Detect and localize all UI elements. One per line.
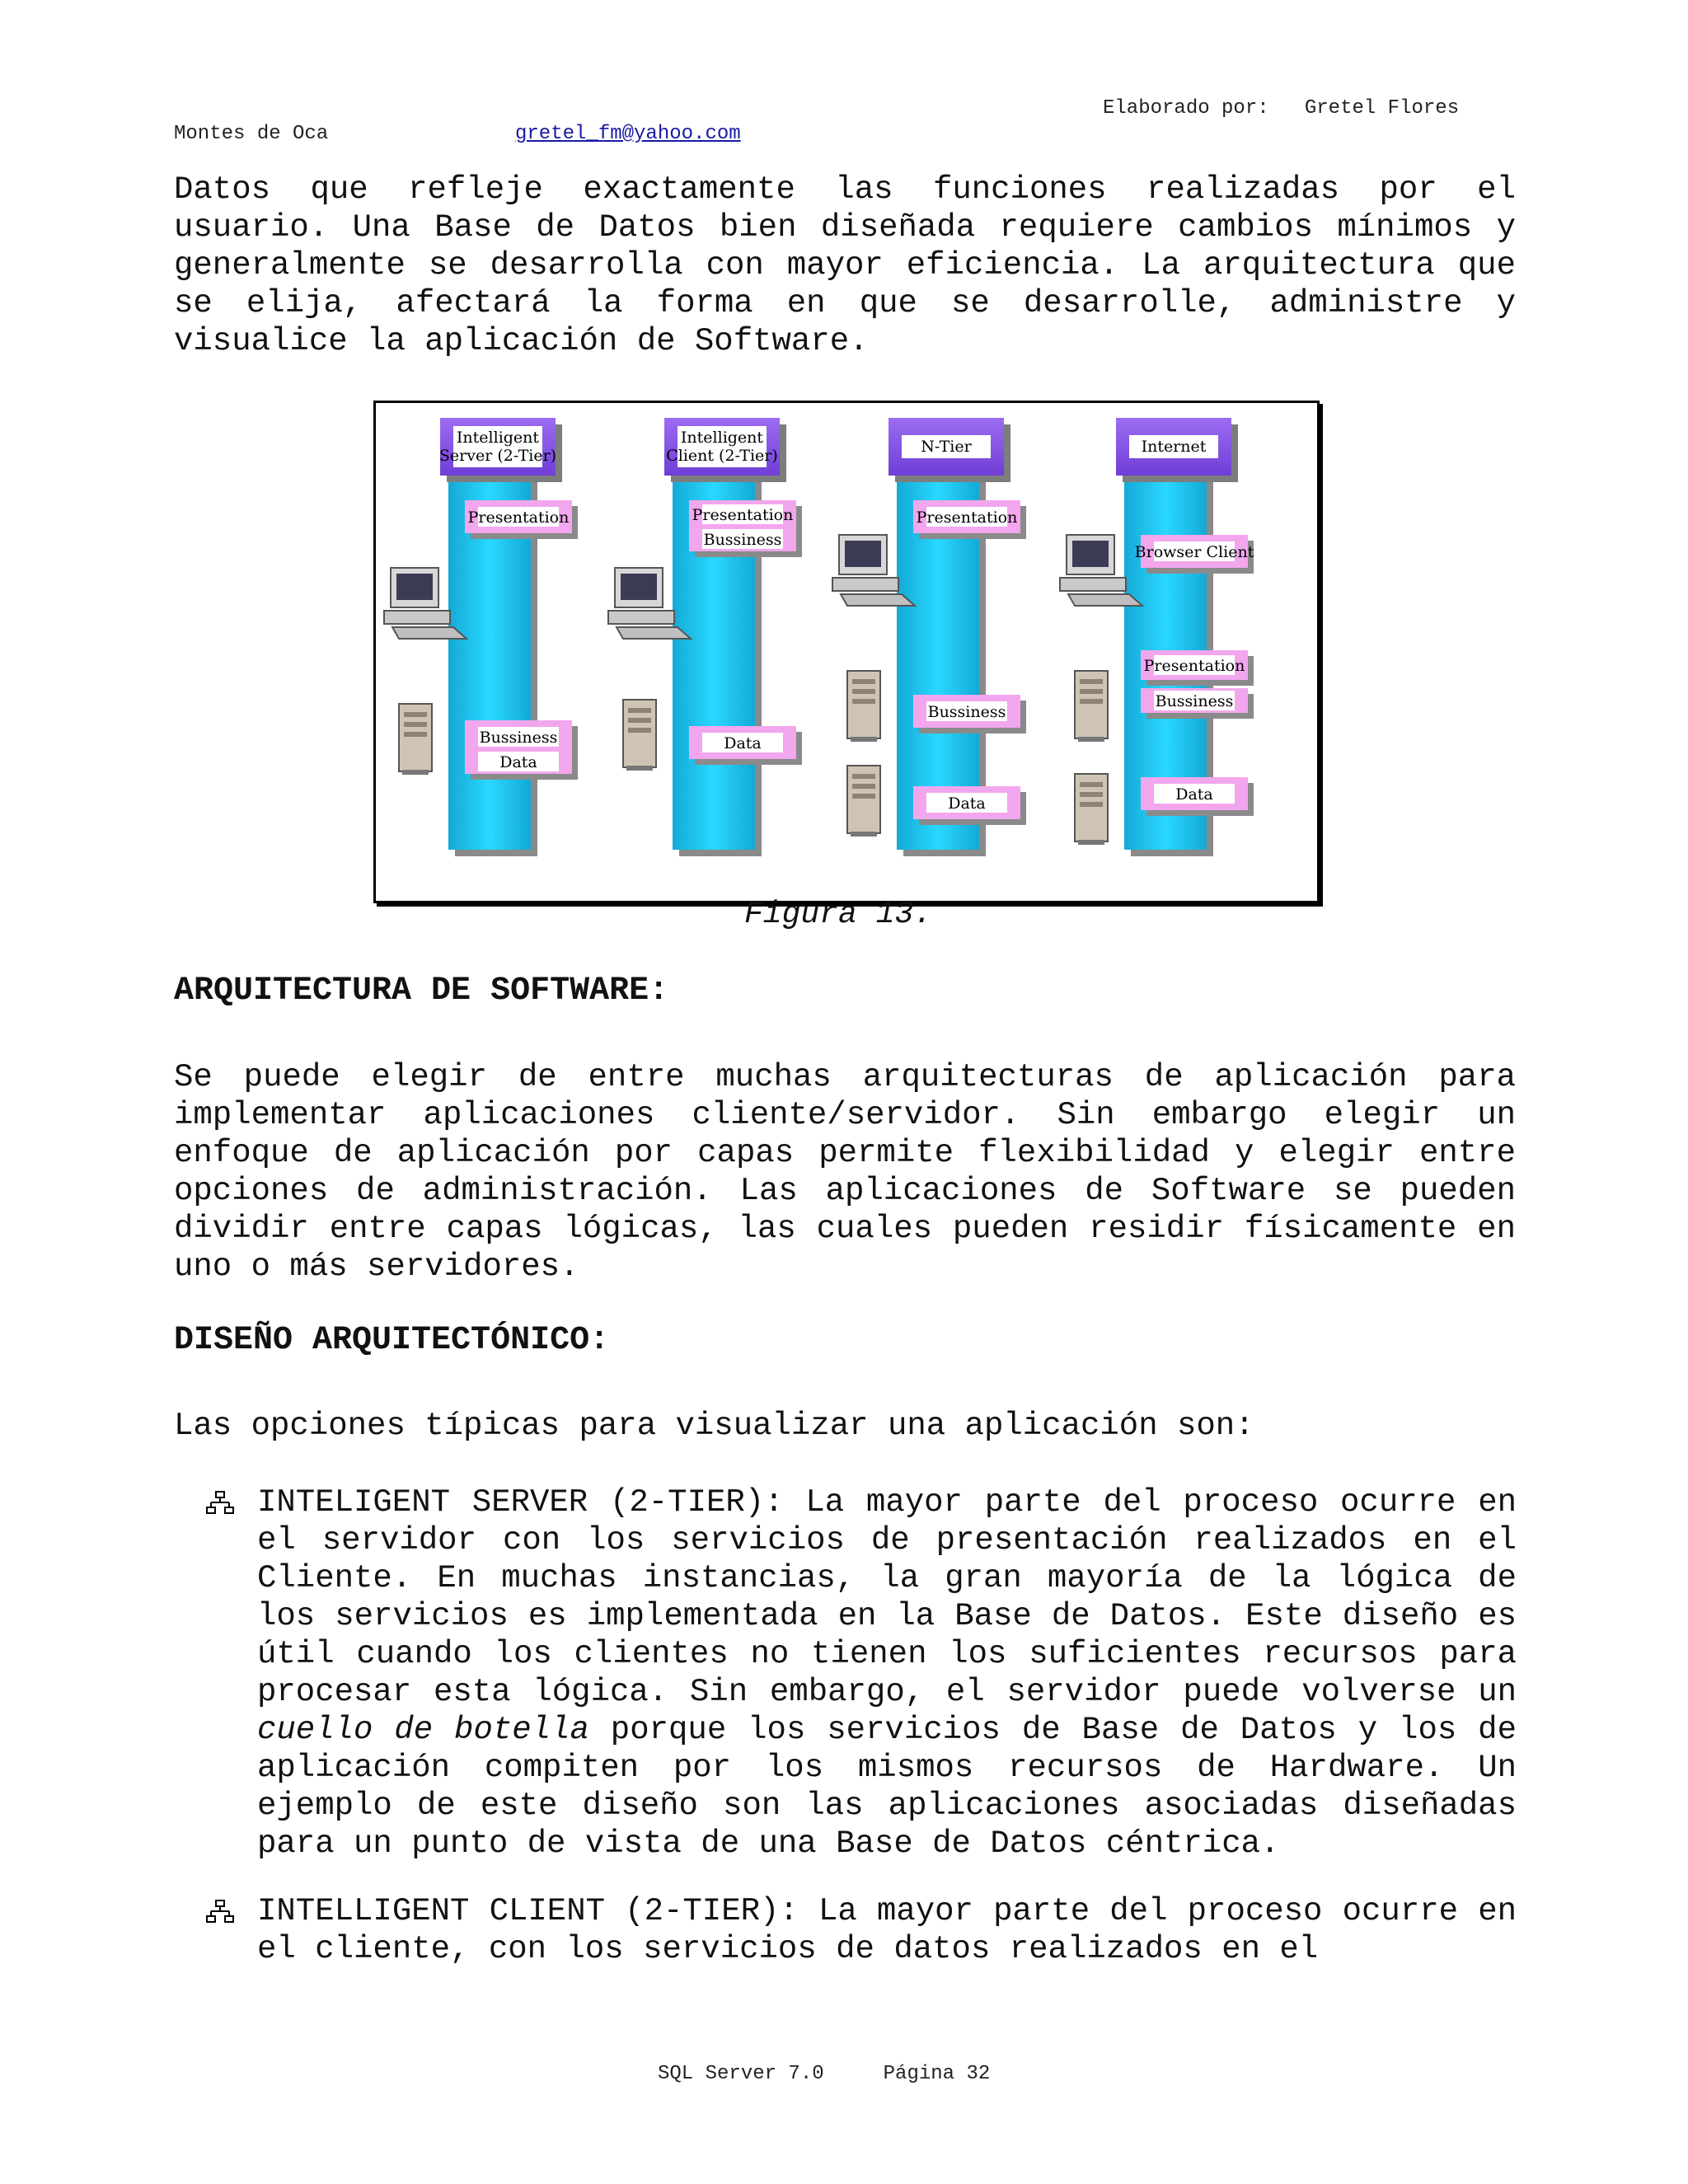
layer-label: Data bbox=[724, 734, 762, 752]
column-title-text: Internet bbox=[1141, 438, 1207, 456]
server-tower-icon bbox=[623, 700, 656, 771]
header-elaborado bbox=[1103, 97, 1459, 120]
section-heading-diseno: DISEÑO ARQUITECTÓNICO: bbox=[174, 1322, 610, 1359]
section-heading-arquitectura: ARQUITECTURA DE SOFTWARE: bbox=[174, 972, 669, 1010]
bullet1-text-b: porque los servicios de Base de Datos y los de aplicación compiten por los mismos recursos de Hardware. Un ejemplo de este diseño son las aplicaciones asociadas diseñadas para un punto de vista de una Base de Datos céntrica. bbox=[257, 1712, 1517, 1862]
layer-label: Bussiness bbox=[927, 703, 1006, 721]
footer-page: Página 32 bbox=[883, 2063, 991, 2085]
author-surname: Montes de Oca bbox=[174, 123, 329, 145]
architecture-figure bbox=[373, 401, 1320, 903]
section2-intro: Las opciones típicas para visualizar una aplicación son: bbox=[174, 1408, 1254, 1444]
layer-label: Data bbox=[1175, 785, 1213, 804]
column-title-text: Intelligent bbox=[680, 429, 764, 447]
server-tower-icon bbox=[847, 766, 880, 837]
server-tower-icon bbox=[1075, 774, 1108, 845]
bullet1-italic: cuello de botella bbox=[257, 1712, 589, 1748]
layer-label: Bussiness bbox=[1155, 692, 1234, 710]
bullet2-text: INTELLIGENT CLIENT (2-TIER): La mayor parte del proceso ocurre en el cliente, con los servicios de datos realizados en el bbox=[257, 1893, 1517, 1967]
layer-label: Presentation bbox=[692, 506, 794, 524]
author-name: Gretel Flores bbox=[1304, 97, 1460, 120]
figure-caption: Figura 13. bbox=[744, 897, 933, 932]
layer-label: Presentation bbox=[916, 509, 1018, 527]
layer-label: Data bbox=[948, 794, 986, 813]
architecture-diagram bbox=[376, 403, 1317, 901]
column-title-text: Server (2-Tier) bbox=[438, 447, 557, 465]
elaborado-label: Elaborado por: bbox=[1103, 97, 1269, 120]
layer-label: Presentation bbox=[467, 509, 570, 527]
header-email[interactable] bbox=[515, 123, 741, 145]
layer-label: Data bbox=[499, 753, 537, 771]
column-title-text: Intelligent bbox=[456, 429, 540, 447]
column-title-text: Client (2-Tier) bbox=[666, 447, 778, 465]
bullet1-text bbox=[257, 1483, 1517, 1863]
server-tower-icon bbox=[1075, 671, 1108, 742]
layer-label: Presentation bbox=[1143, 657, 1245, 675]
bullet1-text-a: INTELIGENT SERVER (2-TIER): La mayor parte del proceso ocurre en el servidor con los servicios de presentación realizados en el Cliente. En muchas instancias, la gran mayoría de la lógica de los servicios es implementada en la Base de Datos. Este diseño es útil cuando los clientes no tienen los suficientes recursos para procesar esta lógica. Sin embargo, el servidor puede volverse un bbox=[257, 1484, 1517, 1710]
column-title-text: N-Tier bbox=[921, 438, 972, 456]
network-bullet-icon bbox=[206, 1490, 234, 1518]
email-link[interactable]: gretel_fm@yahoo.com bbox=[515, 123, 741, 145]
network-bullet-icon bbox=[206, 1899, 234, 1927]
page-footer bbox=[658, 2063, 990, 2085]
header-author-line bbox=[174, 123, 328, 145]
section1-paragraph: Se puede elegir de entre muchas arquitecturas de aplicación para implementar aplicaciones cliente/servidor. Sin embargo elegir un enfoque de aplicación por capas permite flexibilidad y elegir entre opciones de administración. Las aplicaciones de Software se pueden dividir entre capas lógicas, las cuales pueden residir físicamente en uno o más servidores. bbox=[174, 1059, 1516, 1285]
layer-label: Bussiness bbox=[703, 531, 782, 549]
footer-product: SQL Server 7.0 bbox=[658, 2063, 824, 2085]
layer-label: Browser Client bbox=[1134, 543, 1254, 561]
intro-paragraph: Datos que refleje exactamente las funciones realizadas por el usuario. Una Base de Datos bien diseñada requiere cambios mínimos y generalmente se desarrolla con mayor eficiencia. La arquitectura que se elija, afectará la forma en que se desarrolle, administre y visualice la aplicación de Software. bbox=[174, 171, 1516, 359]
server-tower-icon bbox=[847, 671, 880, 742]
layer-label: Bussiness bbox=[479, 729, 558, 747]
server-tower-icon bbox=[399, 704, 432, 775]
